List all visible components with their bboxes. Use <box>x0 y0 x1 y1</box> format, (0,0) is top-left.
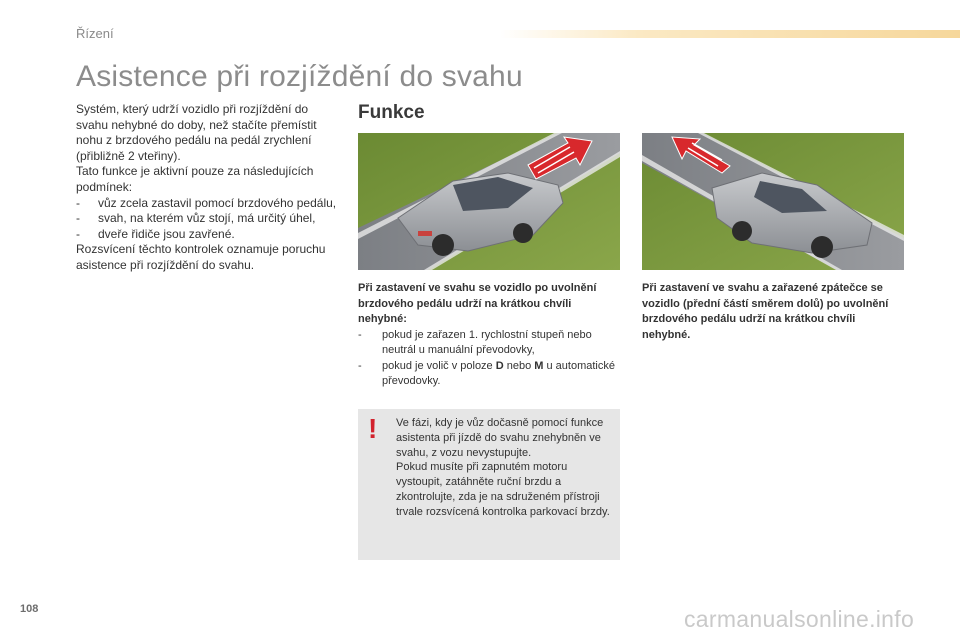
list-item: - dveře řidiče jsou zavřené. <box>76 226 235 241</box>
list-item: - pokud je volič v poloze D nebo M u automatické převodovky. <box>358 359 615 387</box>
section-heading-funkce: Funkce <box>358 102 425 123</box>
header-accent-bar <box>500 30 960 38</box>
section-label: Řízení <box>76 26 114 41</box>
list-item: - svah, na kterém vůz stojí, má určitý úhel, <box>76 211 316 226</box>
warning-paragraph: Pokud musíte při zapnutém motoru vystoupit, zatáhněte ruční brzdu a zkontrolujte, zda je na sdruženém přístroji trvale rozsvícená kontrolka parkovací brzdy. <box>396 461 610 518</box>
page-number: 108 <box>20 603 39 615</box>
caption-forward <box>358 281 622 390</box>
warning-icon: ! <box>368 413 378 444</box>
intro-paragraph: Systém, který udrží vozidlo při rozjíždění do svahu nehybné do doby, než stačíte přemístit nohu z brzdového pedálu na pedál zrychlení (přibližně 2 vteřiny). <box>76 102 317 163</box>
intro-text <box>76 102 338 274</box>
watermark: carmanualsonline.info <box>684 606 915 632</box>
list-item: - vůz zcela zastavil pomocí brzdového pedálu, <box>76 195 337 210</box>
list-item: - pokud je zařazen 1. rychlostní stupeň nebo neutrál u manuální převodovky, <box>358 328 592 356</box>
warning-paragraph: Ve fázi, kdy je vůz dočasně pomocí funkce asistenta při jízdě do svahu znehybněn ve svahu, z vozu nevystupujte. <box>396 417 604 459</box>
illustration-uphill-forward <box>358 133 620 270</box>
caption-forward-title: Při zastavení ve svahu se vozidlo po uvolnění brzdového pedálu udrží na krátkou chvíli nehybné: <box>358 282 597 325</box>
caption-reverse: Při zastavení ve svahu a zařazené zpátečce se vozidlo (přední částí směrem dolů) po uvolnění brzdového pedálu udrží na krátkou chvíli nehybné. <box>642 282 889 341</box>
page-title: Asistence při rozjíždění do svahu <box>76 60 523 93</box>
intro-fault-note: Rozsvícení těchto kontrolek oznamuje poruchu asistence při rozjíždění do svahu. <box>76 242 326 272</box>
intro-conditions: Tato funkce je aktivní pouze za následujících podmínek: <box>76 164 314 194</box>
illustration-uphill-reverse <box>642 133 904 270</box>
warning-text <box>396 416 610 520</box>
